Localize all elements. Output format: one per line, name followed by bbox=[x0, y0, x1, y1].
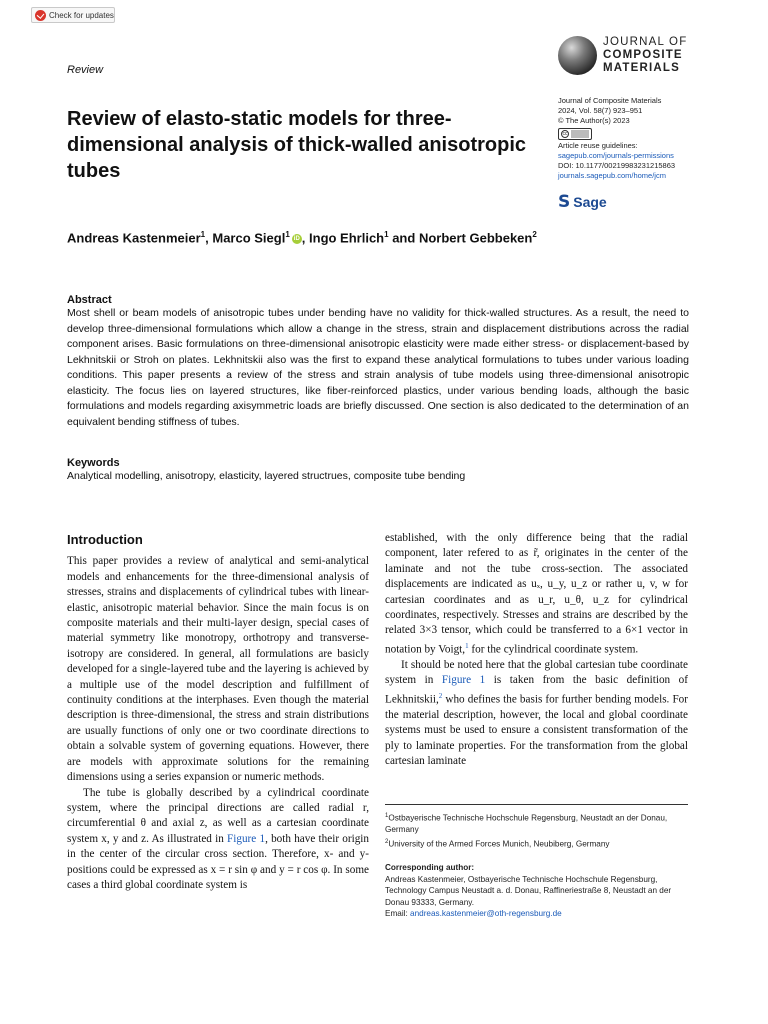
author-affiliation: 1 bbox=[384, 230, 389, 239]
reference-link[interactable]: 1 bbox=[465, 641, 469, 650]
article-title: Review of elasto-static models for three-dimensional analysis of thick-walled anisotropic tubes bbox=[67, 108, 527, 182]
abstract-text: Most shell or beam models of anisotropic tubes under bending have no validity for thick-walled structures. As a result, the need to develop three-dimensional formulations which allow a change in the stress, strain and displacement distributions across the radial component arises. Basic formulations on three-dimensional anisotropic elasticity were made either stress- or displacement-based by Lekhnitskii or Stroh on plates. Lekhnitskii also was the first to expand these analytical formulations to tubes under various loading conditions. This paper presents a review of the stress and strain analysis of tube models using three-dimensional anisotropic elasticity. The focus lies on layered structures, like fiber-reinforced plastics, under various bending loads, although the basic formulations and models regarding axisymmetric loads are briefly discussed. One section is also dedicated to the determination of an equivalent bending stiffness of tubes. bbox=[67, 307, 689, 428]
figure-link[interactable]: Figure 1 bbox=[227, 832, 266, 845]
article-type: Review bbox=[67, 64, 104, 76]
meta-reuse-link[interactable]: sagepub.com/journals-permissions bbox=[558, 151, 674, 160]
keywords-heading: Keywords bbox=[67, 457, 120, 469]
author-name[interactable]: Marco Siegl bbox=[212, 230, 286, 246]
footnote-divider bbox=[385, 804, 688, 805]
author-name[interactable]: Ingo Ehrlich bbox=[309, 230, 385, 246]
meta-journal-link[interactable]: journals.sagepub.com/home/jcm bbox=[558, 171, 666, 180]
body-paragraph: This paper provides a review of analytical and semi-analytical models and enhancements for the three-dimensional analysis of stresses, strains and displacements of cylindrical tubes with linear-elastic, anisotropic material behavior. Since the main focus is on composite materials and their multi-layer design, special cases of material symmetry like monotropy, orthotropy and transverse-isotropy are considered. In general, all formulations are basicly developed for a single-layered tube and the layering is achieved by a multiple use of the model description and fulfillment of continuity conditions at the interphases. Even though the material description is three-dimensional, the stress and strain distributions are usually functions of only one or two coordinate directions to obtain a solvable system of governing equations. However, there are models with approximate solutions for the remaining dimensions using a series expansion or numeric methods. bbox=[67, 555, 369, 784]
body-paragraph: The tube is globally described by a cylindrical coordinate system, where the principal directions are called radial r, circumferential θ and axial z, as well as a cartesian coordinate system x, y and z. As illustrated in Figure 1, both have their origin in the center of the circular cross section. Therefore, x- and y-positions could be expressed as x = r sin φ and y = r cos φ. In some cases a third global coordinate system is bbox=[67, 786, 369, 891]
article-metadata bbox=[558, 96, 728, 181]
email-link[interactable]: andreas.kastenmeier@oth-regensburg.de bbox=[410, 909, 562, 918]
abstract-heading: Abstract bbox=[67, 294, 112, 306]
corresponding-author-address: Andreas Kastenmeier, Ostbayerische Technische Hochschule Regensburg, Technology Campus Neustadt a. d. Donau, Raffineriestraße 8, Neustadt an der Donau 93333, Germany. bbox=[385, 874, 672, 907]
check-updates-icon bbox=[35, 10, 46, 21]
body-column-right bbox=[385, 531, 688, 770]
orcid-icon[interactable]: iD bbox=[293, 235, 300, 242]
meta-journal: Journal of Composite Materials bbox=[558, 96, 662, 105]
author-name[interactable]: Norbert Gebbeken bbox=[418, 230, 533, 246]
author-list: Andreas Kastenmeier$^1$, Marco Siegl$^1$ iD , Ingo Ehrlich$^1$ and Norbert Gebbeken$^2$ bbox=[67, 230, 537, 246]
author-affiliation: 1 bbox=[200, 230, 206, 239]
publisher-name: Sage bbox=[573, 194, 607, 210]
meta-doi[interactable]: DOI: 10.1177/00219983231215863 bbox=[558, 161, 676, 170]
meta-issue: 2024, Vol. 58(7) 923–951 bbox=[558, 106, 643, 115]
journal-orb-icon bbox=[558, 36, 597, 75]
section-heading-introduction: Introduction bbox=[67, 532, 143, 547]
body-paragraph: It should be noted here that the global cartesian tube coordinate system in Figure 1 is taken from the basic definition of Lekhnitskii,$^2$ who defines the basis for further bending models. For the material description, however, the local and global coordinate systems must be used to ensure a consistent transformation of the ply to laminate properties. For the transformation from the global cartesian laminate bbox=[385, 658, 688, 768]
affiliation-footnotes bbox=[385, 811, 688, 851]
journal-logo-line1: JOURNAL OF bbox=[603, 36, 688, 48]
journal-logo-line2: COMPOSITE bbox=[603, 49, 683, 61]
corresponding-author bbox=[385, 862, 688, 920]
meta-reuse-label: Article reuse guidelines: bbox=[558, 141, 638, 150]
check-for-updates-button[interactable] bbox=[31, 7, 115, 23]
body-column-left bbox=[67, 532, 369, 893]
journal-logo bbox=[558, 36, 687, 75]
author-name[interactable]: Andreas Kastenmeier bbox=[67, 230, 201, 246]
keywords-text: Analytical modelling, anisotropy, elasticity, layered structrues, composite tube bending bbox=[67, 470, 466, 482]
author-affiliation: 2 bbox=[532, 230, 537, 239]
cc-by-icon[interactable]: cc bbox=[558, 128, 592, 140]
publisher-logo[interactable] bbox=[558, 192, 607, 212]
journal-logo-line3: MATERIALS bbox=[603, 62, 681, 74]
keywords bbox=[67, 457, 689, 484]
meta-copyright: © The Author(s) 2023 bbox=[558, 116, 630, 125]
figure-link[interactable]: Figure 1 bbox=[441, 674, 486, 687]
corresponding-author-label: Corresponding author: bbox=[385, 863, 475, 872]
abstract bbox=[67, 294, 689, 430]
check-updates-label: Check for updates bbox=[49, 10, 114, 20]
sage-icon: S bbox=[558, 192, 571, 212]
footnote: $^2$University of the Armed Forces Munich, Neubiberg, Germany bbox=[385, 838, 610, 849]
author-affiliation: 1 bbox=[285, 230, 290, 239]
corresponding-author-email-line: Email: andreas.kastenmeier@oth-regensburg.de bbox=[385, 909, 562, 918]
body-paragraph: established, with the only difference being that the radial component, later refered to as r̃, originates in the center of the laminate and not the tube cross-section. The associated displacements are indicated as uₓ, u_y, u_z or rather u, v, w for cartesian coordinates and as u_r, u_θ, u_z for cylindrical coordinates, respectively. Stresses and strains are described by the related 3×3 tensor, which could be transferred to a 6×1 vector in notation by Voigt,$^1$ for the cylindrical coordinate system. bbox=[385, 532, 688, 656]
footnote: $^1$Ostbayerische Technische Hochschule Regensburg, Neustadt an der Donau, Germany bbox=[385, 813, 668, 835]
reference-link[interactable]: 2 bbox=[438, 691, 443, 700]
